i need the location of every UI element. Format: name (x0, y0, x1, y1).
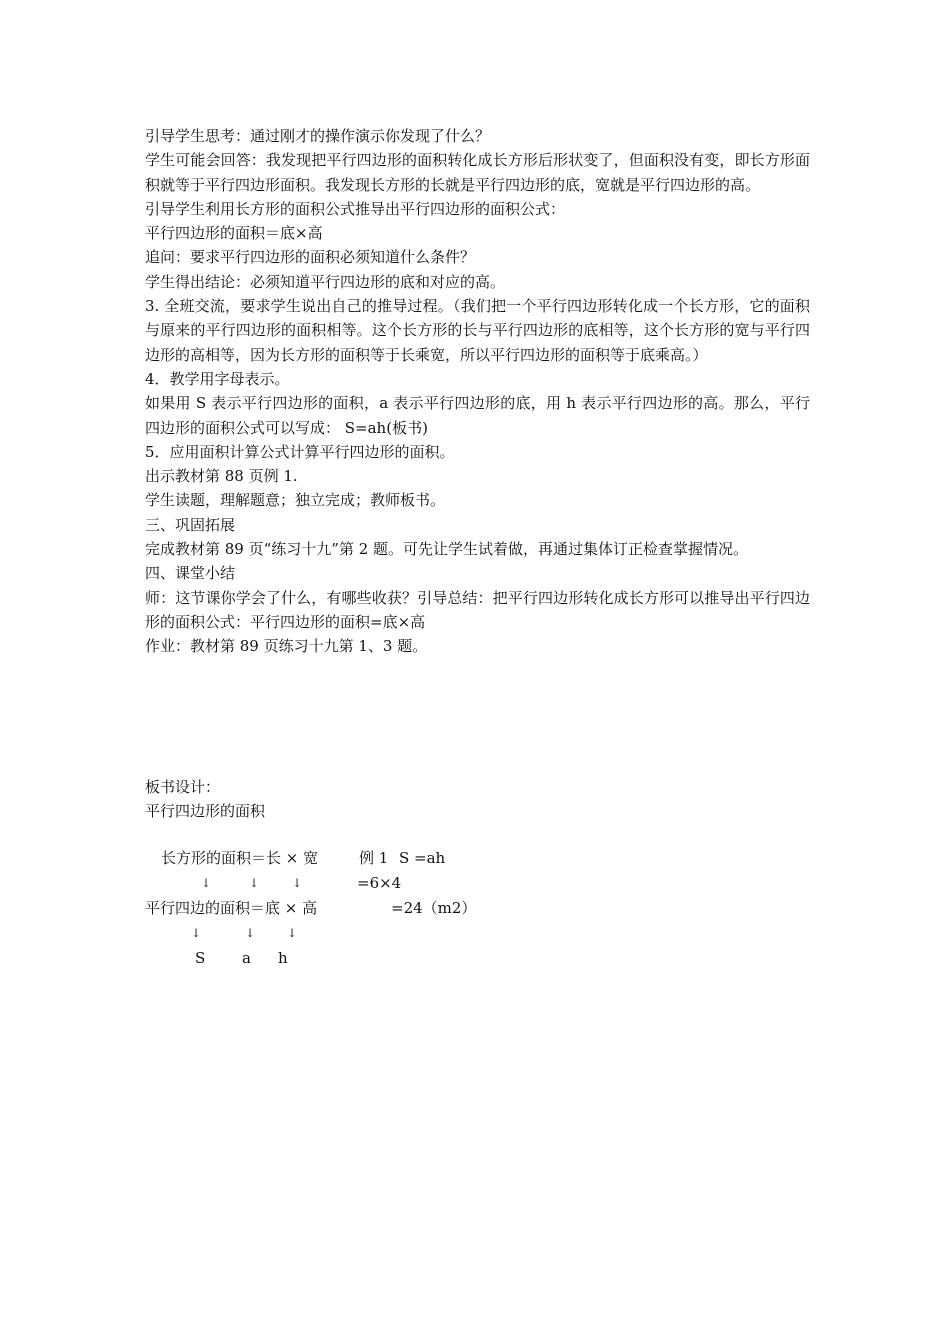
example-step-2: =6×4 (357, 874, 402, 892)
document-body (145, 124, 810, 659)
paragraph: 引导学生利用长方形的面积公式推导出平行四边形的面积公式： (145, 199, 566, 218)
paragraph: 如果用 S 表示平行四边形的面积，a 表示平行四边形的底，用 h 表示平行四边形的高。那么，平行四边形的面积公式可以写成： S=ah(板书) (145, 394, 810, 437)
paragraph: 5．应用面积计算公式计算平行四边形的面积。 (145, 442, 455, 461)
example-step-3: =24（m2） (391, 899, 477, 917)
paragraph: 4．教学用字母表示。 (145, 369, 290, 388)
example-step-1: S =ah (399, 849, 446, 867)
paragraph: 平行四边形的面积＝底×高 (145, 224, 323, 243)
rect-formula: 长方形的面积＝长 × 宽 (161, 849, 319, 867)
board-design (145, 775, 645, 824)
var-s: S (195, 949, 206, 967)
paragraph: 学生得出结论：必须知道平行四边形的底和对应的高。 (145, 272, 506, 291)
paragraph: 学生可能会回答：我发现把平行四边形的面积转化成长方形后形状变了，但面积没有变，即长方形面积就等于平行四边形面积。我发现长方形的长就是平行四边形的底，宽就是平行四边形的高。 (145, 151, 810, 194)
example-label: 例 1 (359, 849, 389, 867)
paragraph: 追问：要求平行四边形的面积必须知道什么条件？ (145, 248, 476, 267)
board-heading: 板书设计： (145, 778, 221, 796)
paragraph: 出示教材第 88 页例 1. (145, 467, 298, 486)
paragraph: 3. 全班交流，要求学生说出自己的推导过程。（我们把一个平行四边形转化成一个长方形，它的面积与原来的平行四边形的面积相等。这个长方形的长与平行四边形的底相等，这个长方形的宽与平行四边形的高相等，因为长方形的面积等于长乘宽，所以平行四边形的面积等于底乘高。） (145, 297, 810, 364)
section-heading: 四、课堂小结 (145, 564, 236, 583)
paragraph: 完成教材第 89 页“练习十九”第 2 题。可先让学生试着做，再通过集体订正检查掌握情况。 (145, 540, 749, 559)
board-diagram (145, 846, 565, 976)
arrow-down-icon: ↓ (245, 926, 256, 940)
paragraph: 学生读题，理解题意；独立完成；教师板书。 (145, 491, 446, 510)
arrow-down-icon: ↓ (191, 926, 202, 940)
arrow-down-icon: ↓ (249, 876, 260, 890)
paragraph: 作业：教材第 89 页练习十九第 1、3 题。 (145, 637, 428, 656)
arrow-down-icon: ↓ (201, 876, 212, 890)
section-heading: 三、巩固拓展 (145, 515, 236, 534)
paragraph: 师：这节课你学会了什么，有哪些收获？引导总结：把平行四边形转化成长方形可以推导出平行四边形的面积公式：平行四边形的面积=底×高 (145, 588, 810, 631)
arrow-down-icon: ↓ (292, 876, 303, 890)
board-title: 平行四边形的面积 (145, 802, 266, 821)
paragraph: 引导学生思考：通过刚才的操作演示你发现了什么？ (145, 127, 491, 145)
var-a: a (242, 949, 251, 967)
var-h: h (278, 949, 288, 967)
arrow-down-icon: ↓ (287, 926, 298, 940)
para-formula: 平行四边的面积＝底 × 高 (145, 899, 318, 917)
